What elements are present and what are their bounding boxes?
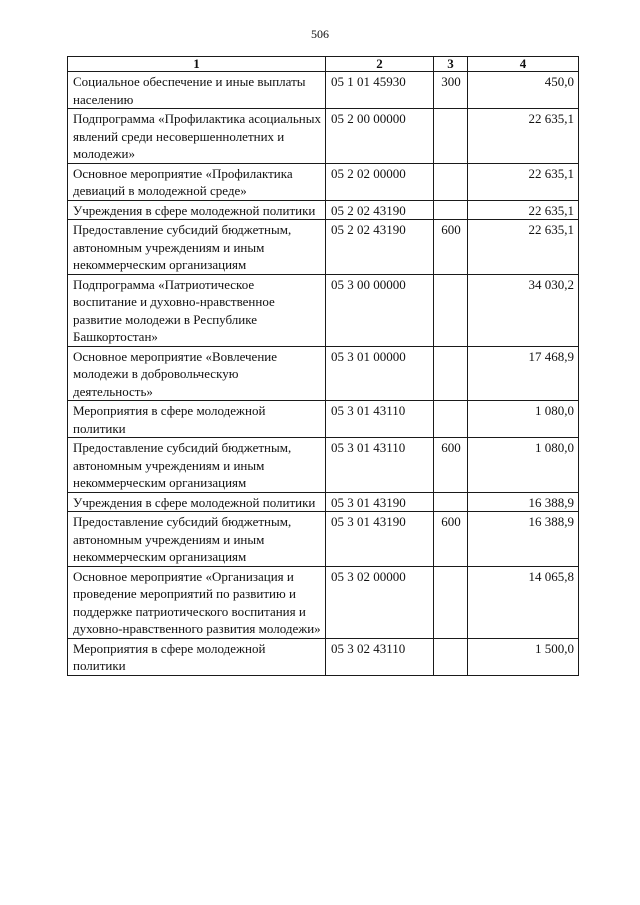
row-type: 600 [434, 220, 468, 275]
row-type [434, 109, 468, 164]
row-code: 05 3 02 43110 [326, 638, 434, 675]
column-header-amount: 4 [468, 57, 579, 72]
row-type [434, 200, 468, 220]
row-name: Мероприятия в сфере молодежной политики [68, 638, 326, 675]
row-amount: 17 468,9 [468, 346, 579, 401]
table-row [68, 220, 579, 275]
row-code: 05 2 02 00000 [326, 163, 434, 200]
row-type [434, 346, 468, 401]
row-amount: 22 635,1 [468, 109, 579, 164]
row-code: 05 2 02 43190 [326, 220, 434, 275]
table-row [68, 492, 579, 512]
table-row [68, 401, 579, 438]
column-header-name: 1 [68, 57, 326, 72]
row-type [434, 492, 468, 512]
table-row [68, 109, 579, 164]
table-row [68, 346, 579, 401]
row-code: 05 3 01 43110 [326, 401, 434, 438]
row-type [434, 274, 468, 346]
row-name: Учреждения в сфере молодежной политики [68, 200, 326, 220]
row-code: 05 3 01 43190 [326, 512, 434, 567]
table-row [68, 638, 579, 675]
column-header-type: 3 [434, 57, 468, 72]
row-name: Мероприятия в сфере молодежной политики [68, 401, 326, 438]
row-name: Предоставление субсидий бюджетным, автономным учреждениям и иным некоммерческим организациям [68, 220, 326, 275]
row-name: Социальное обеспечение и иные выплаты населению [68, 72, 326, 109]
row-code: 05 3 01 43110 [326, 438, 434, 493]
row-code: 05 3 00 00000 [326, 274, 434, 346]
row-amount: 34 030,2 [468, 274, 579, 346]
row-amount: 16 388,9 [468, 512, 579, 567]
row-amount: 22 635,1 [468, 163, 579, 200]
column-header-code: 2 [326, 57, 434, 72]
row-type [434, 566, 468, 638]
row-amount: 22 635,1 [468, 200, 579, 220]
row-amount: 22 635,1 [468, 220, 579, 275]
row-type [434, 401, 468, 438]
table-row [68, 438, 579, 493]
budget-table [67, 56, 579, 676]
row-name: Подпрограмма «Профилактика асоциальных явлений среди несовершеннолетних и молодежи» [68, 109, 326, 164]
row-type: 600 [434, 512, 468, 567]
row-type: 300 [434, 72, 468, 109]
row-type: 600 [434, 438, 468, 493]
row-amount: 16 388,9 [468, 492, 579, 512]
table-row [68, 274, 579, 346]
row-code: 05 3 01 00000 [326, 346, 434, 401]
page-number: 506 [311, 27, 329, 41]
row-type [434, 163, 468, 200]
row-code: 05 3 01 43190 [326, 492, 434, 512]
row-name: Учреждения в сфере молодежной политики [68, 492, 326, 512]
row-amount: 1 080,0 [468, 438, 579, 493]
row-name: Подпрограмма «Патриотическое воспитание и духовно-нравственное развитие молодежи в Республике Башкортостан» [68, 274, 326, 346]
row-amount: 1 080,0 [468, 401, 579, 438]
row-code: 05 2 02 43190 [326, 200, 434, 220]
row-code: 05 3 02 00000 [326, 566, 434, 638]
table-header-row [68, 57, 579, 72]
row-amount: 14 065,8 [468, 566, 579, 638]
table-row [68, 163, 579, 200]
table-row [68, 72, 579, 109]
row-name: Основное мероприятие «Организация и проведение мероприятий по развитию и поддержке патриотического воспитания и духовно-нравственного развития молодежи» [68, 566, 326, 638]
row-name: Предоставление субсидий бюджетным, автономным учреждениям и иным некоммерческим организациям [68, 438, 326, 493]
row-code: 05 1 01 45930 [326, 72, 434, 109]
row-amount: 450,0 [468, 72, 579, 109]
row-name: Основное мероприятие «Профилактика девиаций в молодежной среде» [68, 163, 326, 200]
table-row [68, 566, 579, 638]
row-amount: 1 500,0 [468, 638, 579, 675]
table-row [68, 200, 579, 220]
row-type [434, 638, 468, 675]
row-name: Основное мероприятие «Вовлечение молодежи в добровольческую деятельность» [68, 346, 326, 401]
row-name: Предоставление субсидий бюджетным, автономным учреждениям и иным некоммерческим организациям [68, 512, 326, 567]
table-row [68, 512, 579, 567]
row-code: 05 2 00 00000 [326, 109, 434, 164]
